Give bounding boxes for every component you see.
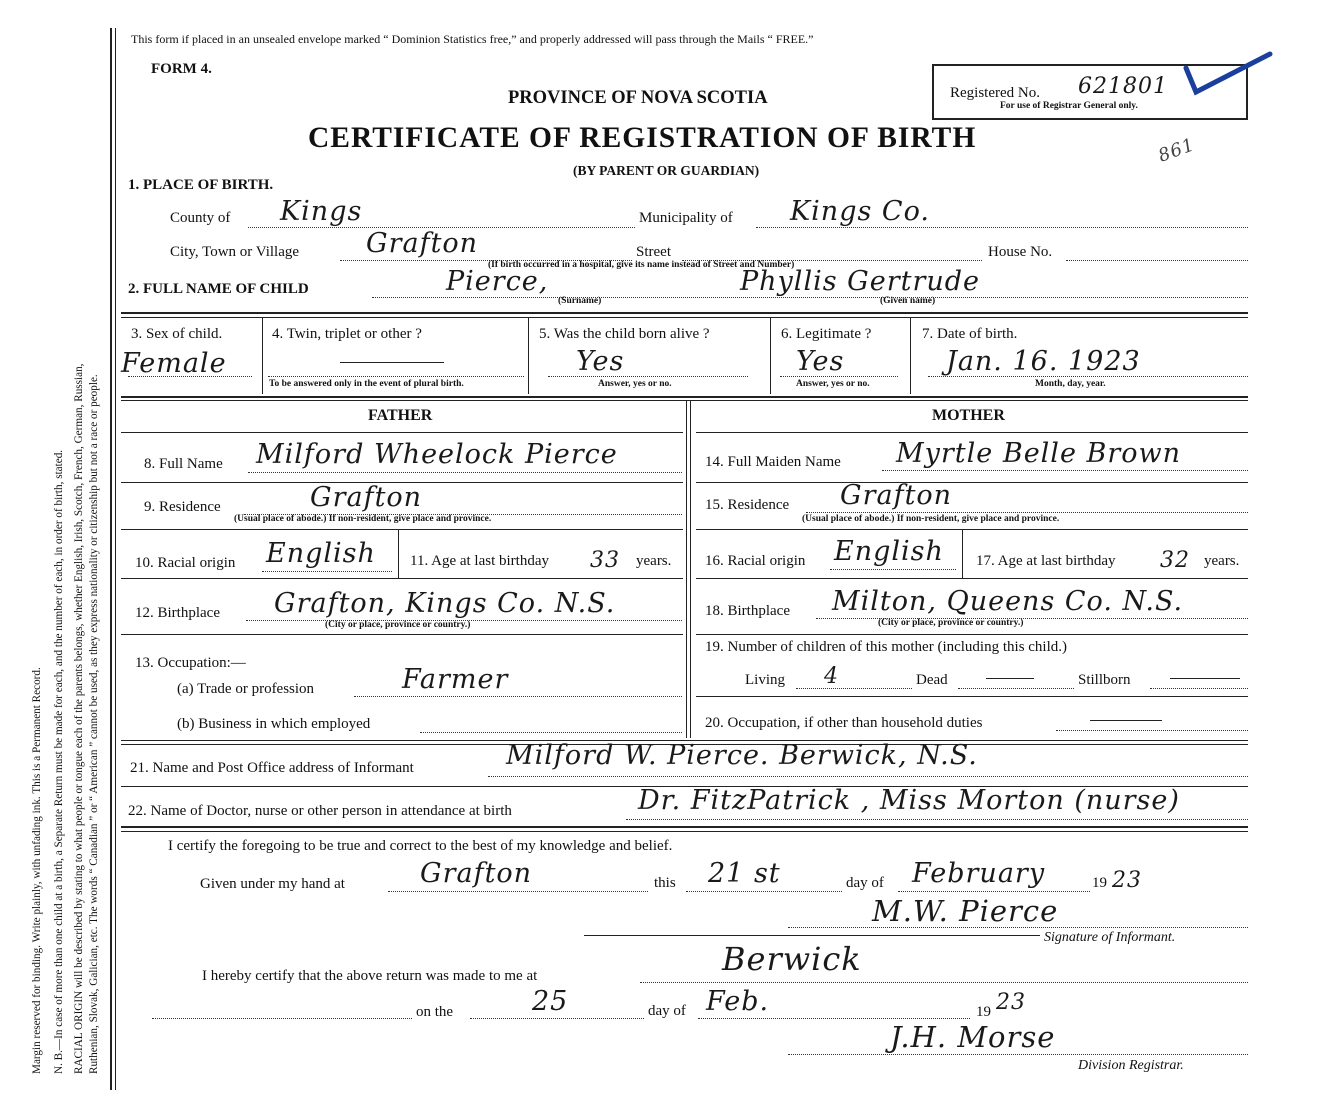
father-residence-value: Grafton: [310, 482, 423, 513]
informant-signature-label: Signature of Informant.: [1044, 930, 1176, 945]
given-note: (Given name): [880, 296, 936, 306]
mother-race-label: 16. Racial origin: [705, 553, 806, 569]
legitimate-label: 6. Legitimate ?: [781, 326, 872, 342]
margin-rule-inner: [115, 28, 116, 1090]
margin-note-2: N. B.—In case of more than one child at a birth, a Separate Return must be made for each, and the number of each, in order of birth, stated.: [53, 449, 65, 1074]
mother-birthplace-note: (City or place, province or country.): [878, 618, 1024, 628]
registrar-year: 23: [996, 990, 1026, 1015]
informant-value: Milford W. Pierce. Berwick, N.S.: [506, 740, 978, 771]
given-day: 21 st: [708, 858, 781, 889]
registrar-day: 25: [532, 986, 569, 1017]
hospital-note: (If birth occurred in a hospital, give its name instead of Street and Number): [488, 260, 795, 270]
father-heading: FATHER: [368, 407, 433, 424]
margin-note-3: RACIAL ORIGIN will be described by stating to what people or tongue each of the parents belongs, whether English, Irish, Scotch, French, German, Russian,: [73, 363, 85, 1074]
father-age-value: 33: [590, 548, 620, 573]
surname-note: (Surname): [558, 296, 602, 306]
page-title: CERTIFICATE OF REGISTRATION OF BIRTH: [308, 122, 977, 154]
county-value: Kings: [280, 196, 363, 227]
mother-name-value: Myrtle Belle Brown: [896, 438, 1182, 469]
municipality-value: Kings Co.: [790, 196, 930, 227]
city-label: City, Town or Village: [170, 244, 300, 260]
alive-value: Yes: [576, 346, 625, 377]
informant-signature: M.W. Pierce: [872, 894, 1059, 928]
mother-race-value: English: [834, 536, 944, 567]
father-residence-label: 9. Residence: [144, 499, 221, 515]
legitimate-value: Yes: [796, 346, 845, 377]
father-residence-note: (Usual place of abode.) If non-resident, give place and province.: [234, 514, 492, 524]
father-occupation-label: 13. Occupation:—: [135, 655, 246, 671]
twin-note: To be answered only in the event of plural birth.: [269, 379, 464, 389]
house-label: House No.: [988, 244, 1053, 260]
mother-residence-label: 15. Residence: [705, 497, 790, 513]
mother-residence-value: Grafton: [840, 480, 953, 511]
mother-name-label: 14. Full Maiden Name: [705, 454, 841, 470]
mother-age-label: 17. Age at last birthday: [976, 553, 1116, 569]
dob-value: Jan. 16. 1923: [946, 346, 1141, 377]
given-year-prefix: 19: [1092, 875, 1107, 891]
checkmark-icon: [1182, 48, 1278, 100]
dead-label: Dead: [916, 672, 948, 688]
living-value: 4: [824, 664, 839, 689]
registrar-signature: J.H. Morse: [890, 1020, 1056, 1054]
registrar-day-of-label: day of: [648, 1003, 686, 1019]
form-number: FORM 4.: [151, 61, 212, 77]
father-age-label: 11. Age at last birthday: [410, 553, 549, 569]
father-race-label: 10. Racial origin: [135, 555, 236, 571]
given-place: Grafton: [420, 858, 533, 889]
registered-label: Registered No.: [950, 85, 1040, 101]
child-label: 2. FULL NAME OF CHILD: [128, 281, 309, 297]
margin-note-4: Ruthenian, Slovak, Galician, etc. The words “ Canadian ” or “ American ” cannot be used, as they express nationality or citizenship but not a race or people.: [88, 374, 100, 1074]
child-surname: Pierce,: [446, 266, 549, 297]
mother-occupation-label: 20. Occupation, if other than household duties: [705, 715, 983, 731]
doctor-label: 22. Name of Doctor, nurse or other person in attendance at birth: [128, 803, 512, 819]
given-year: 23: [1112, 868, 1142, 893]
father-race-value: English: [266, 538, 376, 569]
on-the-label: on the: [416, 1004, 454, 1020]
legitimate-note: Answer, yes or no.: [796, 379, 870, 389]
father-name-label: 8. Full Name: [144, 456, 223, 472]
father-birthplace-note: (City or place, province or country.): [325, 620, 471, 630]
registrar-label: Division Registrar.: [1078, 1058, 1184, 1073]
sex-value: Female: [121, 348, 227, 379]
sex-label: 3. Sex of child.: [131, 326, 223, 342]
top-note: This form if placed in an unsealed envelope marked “ Dominion Statistics free,” and properly addressed will pass through the Mails “ FREE.”: [131, 32, 814, 46]
margin-note-1: Margin reserved for binding. Write plainly, with unfading ink. This is a Permanent Record.: [31, 667, 43, 1074]
registrar-place: Berwick: [722, 940, 862, 978]
mother-birthplace-value: Milton, Queens Co. N.S.: [832, 586, 1184, 617]
father-trade-value: Farmer: [402, 664, 509, 695]
mother-age-years: years.: [1204, 553, 1240, 569]
alive-label: 5. Was the child born alive ?: [539, 326, 710, 342]
given-month: February: [912, 858, 1046, 889]
municipality-label: Municipality of: [639, 210, 733, 226]
father-name-value: Milford Wheelock Pierce: [256, 439, 618, 470]
father-birthplace-value: Grafton, Kings Co. N.S.: [274, 588, 616, 619]
living-label: Living: [745, 672, 785, 688]
informant-label: 21. Name and Post Office address of Informant: [130, 760, 414, 776]
registrar-statement: I hereby certify that the above return was made to me at: [202, 968, 538, 984]
registered-note: For use of Registrar General only.: [1000, 101, 1138, 111]
city-value: Grafton: [366, 228, 479, 259]
dob-note: Month, day, year.: [1035, 379, 1106, 389]
mother-age-value: 32: [1160, 548, 1190, 573]
given-label: Given under my hand at: [200, 876, 345, 892]
stamp-number: 861: [1155, 134, 1198, 167]
father-birthplace-label: 12. Birthplace: [135, 605, 220, 621]
page-subtitle: (BY PARENT OR GUARDIAN): [573, 163, 760, 178]
margin-rule: [110, 28, 112, 1090]
day-of-label: day of: [846, 875, 884, 891]
mother-residence-note: (Usual place of abode.) If non-resident, give place and province.: [802, 514, 1060, 524]
doctor-value: Dr. FitzPatrick , Miss Morton (nurse): [638, 785, 1180, 816]
registered-number: 621801: [1078, 74, 1168, 99]
alive-note: Answer, yes or no.: [598, 379, 672, 389]
twin-label: 4. Twin, triplet or other ?: [272, 326, 422, 342]
certify-statement: I certify the foregoing to be true and correct to the best of my knowledge and belief.: [168, 838, 673, 854]
child-given: Phyllis Gertrude: [740, 266, 981, 297]
street-label: Street: [636, 244, 671, 260]
mother-birthplace-label: 18. Birthplace: [705, 603, 790, 619]
this-label: this: [654, 875, 676, 891]
father-age-years: years.: [636, 553, 672, 569]
mother-heading: MOTHER: [932, 407, 1005, 424]
stillborn-label: Stillborn: [1078, 672, 1131, 688]
province-title: PROVINCE OF NOVA SCOTIA: [508, 88, 768, 108]
dob-label: 7. Date of birth.: [922, 326, 1018, 342]
mother-children-label: 19. Number of children of this mother (including this child.): [705, 639, 1068, 655]
county-label: County of: [170, 210, 231, 226]
place-heading: 1. PLACE OF BIRTH.: [128, 177, 274, 193]
registrar-month: Feb.: [706, 986, 770, 1017]
registrar-year-prefix: 19: [976, 1004, 991, 1020]
father-business-label: (b) Business in which employed: [177, 716, 371, 732]
father-trade-label: (a) Trade or profession: [177, 681, 315, 697]
